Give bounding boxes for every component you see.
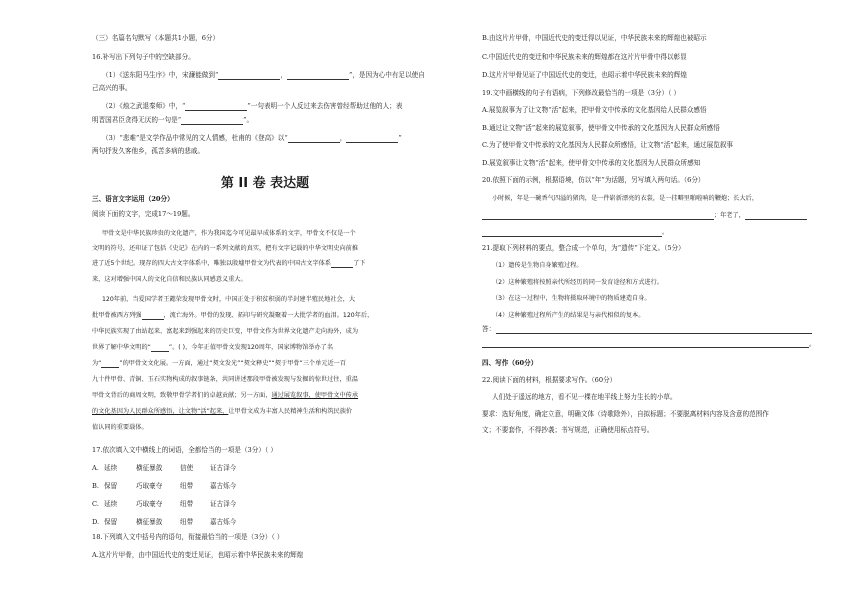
example-line: 小时候，年是一碗香气四溢的猪肉，是一件崭新漂亮的衣裳，是一挂噼里啪啦响的鞭炮；长大后， bbox=[492, 195, 759, 202]
writing-requirement: 要求：选好角度，确定立意，明确文体（诗歌除外），自拟标题；不要脱离材料内容及含意的范围作 bbox=[482, 410, 769, 418]
option-word: 延续 bbox=[104, 464, 118, 472]
answer-line[interactable] bbox=[482, 347, 809, 348]
text: 进了近5个世纪。现存的四大古文字体系中，唯独以殷墟甲骨文为代表的中国古文字体系 bbox=[92, 260, 332, 267]
option-word: 嘉古烁今 bbox=[210, 518, 237, 526]
section-4-heading: 四、写作（60分） bbox=[482, 359, 538, 367]
option-word: 嘉古烁今 bbox=[210, 482, 237, 490]
question-18: 18.下列填入文中括号内的语句，衔接最恰当的一项是（3分）（ ） bbox=[92, 533, 284, 541]
text: ，流亡海外。甲骨的发现、拓印与研究凝聚着一大批学者的血泪。120年后， bbox=[163, 312, 374, 319]
text: （1）《送东阳马生序》中，宋濂能做到“ bbox=[102, 71, 219, 79]
answer-blank[interactable] bbox=[151, 344, 169, 352]
answer-blank[interactable] bbox=[288, 135, 340, 143]
material-item: （2）这种繁殖将按照亲代所经历的同一发育途径和方式进行。 bbox=[492, 279, 663, 286]
option-word: 信使 bbox=[180, 464, 194, 472]
question-18-option-d[interactable]: D.这片片甲骨见证了中国近代史的变迁，也昭示着中华民族未来的辉煌 bbox=[482, 71, 687, 79]
answer-line bbox=[482, 228, 668, 237]
passage-line: 来，这对增强中国人的文化自信和民族认同感意义重大。 bbox=[92, 276, 247, 283]
question-22: 22.阅读下面的材料，根据要求写作。（60分） bbox=[482, 376, 617, 384]
passage-line bbox=[92, 407, 352, 416]
question-16-part1 bbox=[102, 71, 425, 80]
question-19: 19.文中画横线的句子有语病，下列修改最恰当的一项是（3分）（ ） bbox=[482, 89, 681, 97]
question-18-option-c[interactable]: C.中国近代史的变迁和中华民族未来的辉煌都在这片片甲骨中得以彰显 bbox=[482, 53, 687, 61]
text: 为“ bbox=[92, 360, 102, 367]
passage-line: 文明的符号，还印证了包括《史记》在内的一系列文献的真实，把有文字记载的中华文明史向前推 bbox=[92, 245, 359, 252]
material-item: （3）在这一过程中，生物将摄取环境中的物质建造自身。 bbox=[492, 295, 651, 302]
text: （3）“悲难”是文学作品中常见的文人情感，杜甫的《登高》以“ bbox=[102, 134, 288, 142]
option-letter: C. bbox=[92, 500, 99, 508]
text: 明晋国君臣贪得无厌的一句是“ bbox=[92, 116, 182, 124]
passage-line: 甲骨文是中华民族珍贵的文化遗产，作为我国迄今可见最早成体系的文字，甲骨文不仅是一个 bbox=[102, 230, 356, 237]
underlined-sentence: 的文化基因为人民群众所感悟，让文物“活”起来， bbox=[92, 408, 229, 415]
question-19-option-c[interactable]: C.为了使甲骨文中传承的文化基因为人民群众所感悟，让文物“活”起来，通过展览叙事 bbox=[482, 141, 734, 149]
reading-instruction: 阅读下面的文字，完成17～19题。 bbox=[92, 210, 195, 218]
option-word: 横征暴敛 bbox=[136, 518, 163, 526]
question-20: 20.依照下面的示例，根据语境，仿以“年”为话题，另写填入两句话。（6分） bbox=[482, 176, 705, 184]
part-title: 第 II 卷 表达题 bbox=[220, 176, 310, 191]
option-word: 保留 bbox=[104, 518, 118, 526]
answer-line bbox=[482, 211, 807, 220]
passage-line bbox=[92, 259, 365, 268]
text: ；年老了， bbox=[714, 212, 745, 219]
question-18-option-b[interactable]: B.由这片片甲骨，中国近代史的变迁得以见证，中华民族未来的辉煌也被昭示 bbox=[482, 34, 707, 42]
section-poetry-heading: （三）名篇名句默写（本题共1小题，6分） bbox=[92, 34, 220, 42]
option-word: 巧取豪夺 bbox=[136, 500, 163, 508]
question-16-part2-cont bbox=[92, 116, 253, 125]
option-word: 纽带 bbox=[180, 500, 194, 508]
material-item: （4）这种繁殖过程所产生的结果是与亲代相似的复本。 bbox=[492, 312, 645, 319]
passage-line: 120年前，当爱国学者王懿荣发现甲骨文时，中国正处于积贫积弱的半封建半殖民地社会，大 bbox=[102, 296, 356, 303]
passage-line bbox=[92, 311, 373, 320]
question-16: 16.补写出下列句子中的空缺部分。 bbox=[92, 53, 195, 61]
question-19-option-a[interactable]: A.展览叙事为了让文物“活”起来，把甲骨文中传承的文化基因给人民群众感悟 bbox=[482, 106, 707, 114]
option-word: 保留 bbox=[104, 482, 118, 490]
question-19-option-b[interactable]: B.通过让文物“活”起来的展览叙事，使甲骨文中传承的文化基因为人民群众所感悟 bbox=[482, 124, 720, 132]
answer-line[interactable] bbox=[496, 333, 812, 334]
question-17: 17.依次填入文中横线上的词语，全都恰当的一项是（3分）（ ） bbox=[92, 446, 277, 454]
question-19-option-d[interactable]: D.展览叙事让文物“活”起来，使甲骨文中传承的文化基因为人民群众所感知 bbox=[482, 159, 701, 167]
question-16-part3-cont: 两句抒发久客他乡，孤苦多病的悲戚。 bbox=[92, 147, 205, 155]
answer-blank[interactable] bbox=[218, 72, 280, 80]
passage-line bbox=[92, 343, 333, 352]
text: 了下 bbox=[353, 260, 366, 267]
option-word: 证古泽今 bbox=[210, 500, 237, 508]
question-16-part3 bbox=[102, 134, 402, 143]
text: ”的甲骨文文化展。一方面，通过“契文发光”“契文释史”“契于甲骨”三个单元近一百 bbox=[119, 360, 347, 367]
material-item: （1）遗传是生物自身繁殖过程。 bbox=[492, 262, 583, 269]
text: ， bbox=[280, 71, 287, 79]
answer-blank[interactable] bbox=[482, 212, 714, 220]
answer-blank[interactable] bbox=[346, 135, 398, 143]
question-16-part1-cont: 己高兴的事。 bbox=[92, 84, 132, 92]
passage-line: 中华民族实现了由站起来、富起来到强起来的历史巨变，甲骨文作为世界文化遗产走向海外，成为 bbox=[92, 328, 359, 335]
text: 让甲骨文成为丰富人民精神生活和构筑民族价 bbox=[228, 408, 353, 415]
passage-line bbox=[92, 391, 358, 400]
text: ”。( )，今年正值甲骨文发现120周年，国家博物馆举办了名 bbox=[168, 344, 334, 351]
writing-material: 人们处于遥远的地方，看不见一棵在地平线上努力生长的小草。 bbox=[492, 393, 677, 401]
option-word: 延续 bbox=[104, 500, 118, 508]
answer-blank[interactable] bbox=[331, 260, 353, 268]
text: （2）《烛之武退秦师》中，“ bbox=[102, 102, 186, 110]
answer-blank[interactable] bbox=[142, 312, 164, 320]
text: ， bbox=[339, 134, 347, 142]
option-word: 纽带 bbox=[180, 482, 194, 490]
option-letter: B. bbox=[92, 482, 99, 490]
section-3-heading: 三、语言文字运用（20分） bbox=[92, 195, 174, 203]
question-16-part2 bbox=[102, 102, 402, 111]
passage-line: 九十件甲骨、青铜、玉石实物构成的叙事链条，共同讲述那段甲骨被发现与发掘的惊世过往，重温 bbox=[92, 376, 359, 383]
answer-blank[interactable] bbox=[287, 72, 349, 80]
underlined-sentence: 通过展览叙事，使甲骨文中传承 bbox=[271, 392, 359, 399]
text: 甲骨文背后的商周文明，致敬甲骨学者们的卓越贡献；另一方面， bbox=[92, 392, 272, 399]
question-18-option-a[interactable]: A.这片片甲骨，由中国近代史的变迁见证，也昭示着中华民族未来的辉煌 bbox=[92, 551, 304, 559]
text: 。 bbox=[662, 229, 669, 236]
answer-blank[interactable] bbox=[185, 103, 247, 111]
answer-blank[interactable] bbox=[482, 229, 662, 237]
text: ”。 bbox=[243, 116, 254, 124]
passage-line: 值认同的重要载体。 bbox=[92, 424, 148, 431]
option-letter: D. bbox=[92, 518, 100, 526]
text: ” bbox=[398, 134, 402, 142]
option-word: 横征暴敛 bbox=[136, 464, 163, 472]
answer-blank[interactable] bbox=[181, 117, 243, 125]
option-word: 纽带 bbox=[180, 518, 194, 526]
option-letter: A. bbox=[92, 464, 99, 472]
answer-label: 答： bbox=[482, 325, 496, 333]
passage-line bbox=[92, 359, 346, 368]
answer-blank[interactable] bbox=[745, 212, 807, 220]
text: ”一句表明一个人反过来去伤害曾经帮助过他的人；表 bbox=[247, 102, 403, 110]
answer-period: 。 bbox=[809, 340, 816, 348]
text: ”，是因为心中有足以使自 bbox=[348, 71, 425, 79]
option-word: 证古泽今 bbox=[210, 464, 237, 472]
writing-requirement: 文；不要套作，不得抄袭；书写规范，正确使用标点符号。 bbox=[482, 426, 654, 434]
question-21: 21.提取下列材料的要点，整合成一个单句，为“遗传”下定义。（5分） bbox=[482, 244, 685, 252]
answer-blank[interactable] bbox=[101, 360, 119, 368]
option-word: 巧取豪夺 bbox=[136, 482, 163, 490]
text: 批甲骨被西方列强 bbox=[92, 312, 142, 319]
text: 世界了解中华文明的“ bbox=[92, 344, 151, 351]
